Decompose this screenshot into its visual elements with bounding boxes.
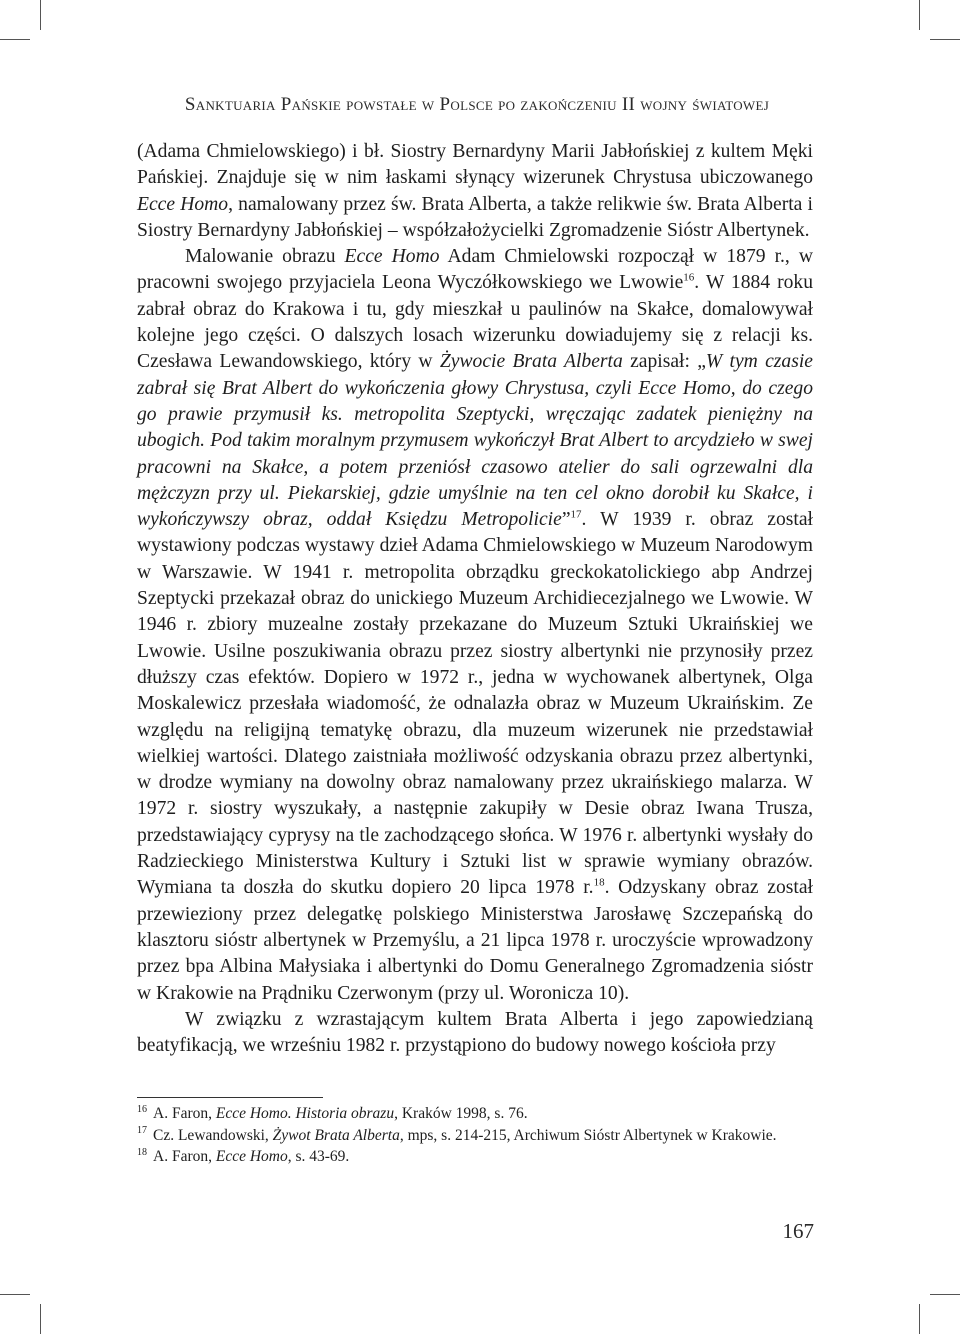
footnote-separator: [137, 1097, 323, 1098]
text-run: W związku z wzrastającym kultem Brata Alberta i jego zapowiedzianą beatyfikacją, we wrześniu 1982 r. przystąpiono do budowy nowego kościoła przy: [137, 1008, 813, 1057]
italic-text: Żywot Brata Alberta: [272, 1126, 400, 1144]
body-text: [137, 139, 813, 1059]
footnote: [137, 1103, 813, 1125]
crop-mark: [919, 0, 920, 30]
text-run: , s. 43-69.: [287, 1148, 350, 1165]
italic-text: Ecce Homo: [215, 1148, 288, 1165]
text-run: Malowanie obrazu: [185, 246, 345, 268]
footnote-number: 17: [137, 1125, 147, 1137]
italic-text: Ecce Homo: [344, 246, 440, 268]
crop-mark: [930, 1294, 960, 1295]
crop-mark: [930, 39, 960, 40]
footnote-number: 16: [137, 1103, 147, 1115]
text-run: . W 1939 r. obraz został wystawiony podczas wystawy dzieł Adama Chmielowskiego w Muzeum Narodowym w Warszawie. W 1941 r. metropolita obrządku greckokatolickiego abp Andrzej Szeptycki przekazał obraz do unickiego Muzeum Archidiecezjalnego we Lwowie. W 1946 r. zbiory muzealne zostały przekazane do Muzeum Sztuki Ukraińskiej we Lwowie. Usilne poszukiwania obrazu przez siostry albertynki nie przynosiły przez dłuższy czas efektów. Dopiero w 1972 r., jedna w wychowanek albertynek, Olga Moskalewicz przesłała wiadomość, że odnalazła obraz w Muzeum Ukraińskim. Ze względu na religijną tematykę obrazu, dla muzeum wizerunek nie przedstawiał wielkiej wartości. Dlatego zaistniała możliwość odzyskania obrazu przez albertynki, w drodze wymiany na dowolny obraz namalowany przez ukraińskiego malarza. W 1972 r. siostry wyszukały, a następnie zakupiły w Desie obraz Iwana Trusza, przedstawiający cyprysy na tle zachodzącego słońca. W 1976 r. albertynki wysłały do Radzieckiego Ministerstwa Kultury i Sztuki list w sprawie wymiany obrazów. Wymiana ta doszła do skutku dopiero 20 lipca 1978 r.: [137, 509, 813, 899]
paragraph: [137, 1007, 813, 1060]
text-run: , Kraków 1998, s. 76.: [394, 1105, 528, 1122]
crop-mark: [40, 1304, 41, 1334]
paragraph: [137, 139, 813, 244]
paragraph: [137, 244, 813, 1007]
crop-mark: [919, 1304, 920, 1334]
text-run: (Adama Chmielowskiego) i bł. Siostry Bernardyny Marii Jabłońskiej z kultem Męki Pańskiej. Znajduje się w nim łaskami słynący wizerunek Chrystusa ubiczowanego: [137, 141, 813, 189]
text-run: . W 1884 roku zabrał obraz do Krakowa i tu, gdy mieszkał u paulinów na Skałce, domalowywał kolejne jego części. O dalszych losach wizerunku dowiadujemy się z relacji ks. Czesława Lewandowskiego, który w: [137, 272, 814, 373]
footnote-ref: 16: [683, 271, 695, 284]
text-run: zapisał: „: [622, 351, 706, 373]
footnotes: [137, 1103, 813, 1168]
crop-mark: [0, 1294, 30, 1295]
text-run: , namalowany przez św. Brata Alberta, a także relikwie św. Brata Alberta i Siostry Bernardyny Jabłońskiej – współzałożycielki Zgromadzenie Sióstr Albertynek.: [137, 193, 813, 241]
running-head: Sanktuaria Pańskie powstałe w Polsce po zakończeniu II wojny światowej: [184, 94, 770, 115]
crop-mark: [40, 0, 41, 30]
footnote: [137, 1146, 813, 1168]
text-run: . Odzyskany obraz został przewieziony przez delegatkę polskiego Ministerstwa Jarosławę Szczepańską do klasztoru sióstr albertynek w Przemyślu, a 21 lipca 1978 r. uroczyście wprowadzony przez bpa Albina Małysiaka i albertynki do Domu Generalnego Zgromadzenia sióstr w Krakowie na Prądniku Czerwonym (przy ul. Woronicza 10).: [137, 877, 813, 1004]
text-run: Adam Chmielowski rozpoczął w 1879 r., w pracowni swojego przyjaciela Leona Wyczółkowskiego we Lwowie: [137, 246, 814, 294]
page-number: 167: [782, 1219, 814, 1243]
footnote: [137, 1125, 813, 1147]
italic-text: W tym czasie zabrał się Brat Albert do wykończenia głowy Chrystusa, czyli Ecce Homo, do czego go prawie przymusił ks. metropolita Szeptycki, wręczając zadatek pieniężny na ubogich. Pod takim moralnym przymusem wykończył Brat Albert to arcydzieło w swej pracowni na Skałce, a potem przeniósł czasowo atelier do sali ogrzewalni dla mężczyzn przy ul. Piekarskiej, gdzie umyślnie na ten cel okno dorobił ku Skałce, i wykończywszy obraz, oddał Księdzu Metropolicie: [137, 351, 813, 531]
footnote-ref: 17: [570, 508, 582, 521]
italic-text: Ecce Homo. Historia obrazu: [215, 1105, 395, 1122]
text-run: A. Faron,: [153, 1148, 216, 1165]
crop-mark: [0, 39, 30, 40]
text-run: , mps, s. 214-215, Archiwum Sióstr Albertynek w Krakowie.: [399, 1126, 777, 1144]
text-run: ”: [561, 509, 571, 531]
footnote-number: 18: [137, 1146, 147, 1158]
italic-text: Ecce Homo: [137, 193, 229, 215]
italic-text: Żywocie Brata Alberta: [439, 351, 623, 373]
text-run: A. Faron,: [153, 1105, 216, 1122]
footnote-ref: 18: [593, 876, 605, 889]
text-run: Cz. Lewandowski,: [153, 1126, 273, 1144]
